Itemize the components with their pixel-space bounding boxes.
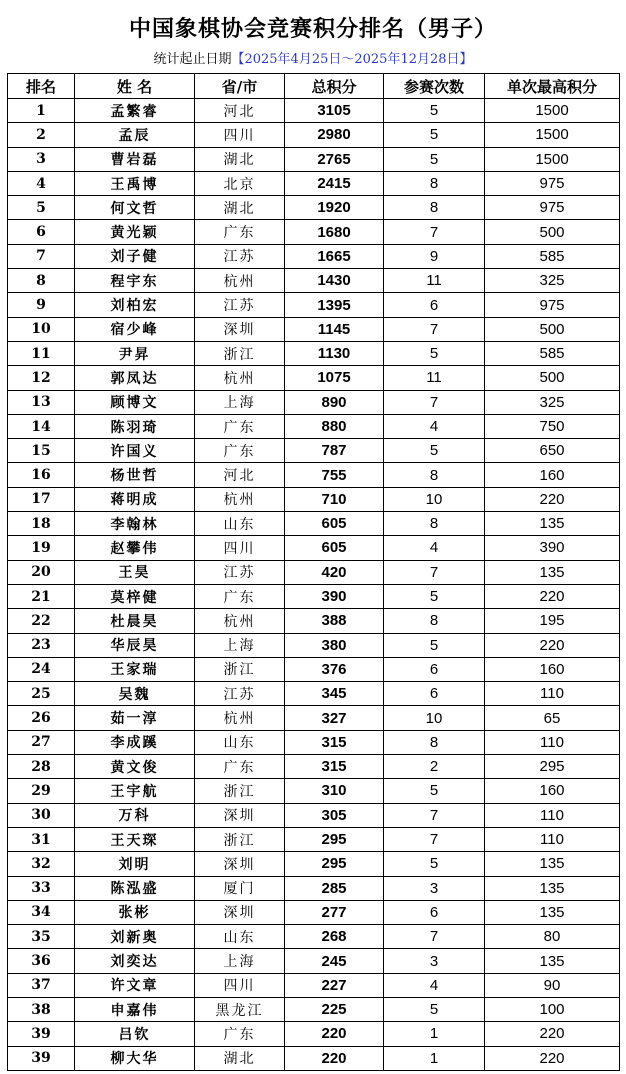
total-score-cell: 787 (285, 439, 384, 463)
total-score-cell: 880 (285, 414, 384, 438)
table-row (8, 487, 620, 511)
province-cell: 山东 (195, 925, 285, 949)
entries-cell: 7 (384, 827, 485, 851)
table-row (8, 900, 620, 924)
rank-cell: 34 (8, 900, 75, 924)
table-row (8, 876, 620, 900)
table-row (8, 390, 620, 414)
table-row (8, 366, 620, 390)
total-score-cell: 277 (285, 900, 384, 924)
max-score-cell: 135 (485, 876, 620, 900)
date-range-label: 统计起止日期 (153, 52, 232, 67)
table-row (8, 560, 620, 584)
province-cell: 山东 (195, 512, 285, 536)
name-cell: 王家瑞 (75, 657, 195, 681)
name-cell: 曹岩磊 (75, 147, 195, 171)
province-cell: 杭州 (195, 487, 285, 511)
total-score-cell: 710 (285, 487, 384, 511)
header-entries: 参赛次数 (384, 74, 485, 99)
entries-cell: 4 (384, 973, 485, 997)
rank-cell: 35 (8, 925, 75, 949)
total-score-cell: 327 (285, 706, 384, 730)
province-cell: 深圳 (195, 803, 285, 827)
name-cell: 茹一淳 (75, 706, 195, 730)
name-cell: 王天琛 (75, 827, 195, 851)
entries-cell: 5 (384, 852, 485, 876)
max-score-cell: 80 (485, 925, 620, 949)
name-cell: 黄文俊 (75, 755, 195, 779)
province-cell: 浙江 (195, 657, 285, 681)
max-score-cell: 500 (485, 317, 620, 341)
province-cell: 杭州 (195, 706, 285, 730)
entries-cell: 5 (384, 439, 485, 463)
max-score-cell: 110 (485, 730, 620, 754)
table-row (8, 1046, 620, 1070)
table-row (8, 706, 620, 730)
province-cell: 浙江 (195, 779, 285, 803)
max-score-cell: 975 (485, 196, 620, 220)
table-row (8, 244, 620, 268)
rank-cell: 6 (8, 220, 75, 244)
max-score-cell: 110 (485, 803, 620, 827)
province-cell: 湖北 (195, 147, 285, 171)
entries-cell: 5 (384, 633, 485, 657)
max-score-cell: 100 (485, 997, 620, 1021)
max-score-cell: 500 (485, 220, 620, 244)
table-row (8, 657, 620, 681)
max-score-cell: 325 (485, 390, 620, 414)
max-score-cell: 975 (485, 293, 620, 317)
entries-cell: 8 (384, 512, 485, 536)
header-name: 姓 名 (75, 74, 195, 99)
date-range-line (0, 48, 626, 67)
name-cell: 蒋明成 (75, 487, 195, 511)
entries-cell: 7 (384, 560, 485, 584)
entries-cell: 8 (384, 609, 485, 633)
max-score-cell: 110 (485, 827, 620, 851)
rank-cell: 9 (8, 293, 75, 317)
entries-cell: 7 (384, 220, 485, 244)
max-score-cell: 325 (485, 269, 620, 293)
province-cell: 四川 (195, 123, 285, 147)
header-max-score: 单次最高积分 (485, 74, 620, 99)
table-row (8, 317, 620, 341)
max-score-cell: 160 (485, 657, 620, 681)
province-cell: 广东 (195, 414, 285, 438)
rank-cell: 31 (8, 827, 75, 851)
name-cell: 刘奕达 (75, 949, 195, 973)
rank-cell: 23 (8, 633, 75, 657)
rank-cell: 24 (8, 657, 75, 681)
province-cell: 广东 (195, 584, 285, 608)
rank-cell: 39 (8, 1046, 75, 1070)
entries-cell: 5 (384, 123, 485, 147)
max-score-cell: 195 (485, 609, 620, 633)
table-row (8, 827, 620, 851)
total-score-cell: 2980 (285, 123, 384, 147)
header-row (8, 74, 620, 99)
rank-cell: 3 (8, 147, 75, 171)
max-score-cell: 135 (485, 560, 620, 584)
table-row (8, 220, 620, 244)
max-score-cell: 390 (485, 536, 620, 560)
max-score-cell: 975 (485, 171, 620, 195)
name-cell: 申嘉伟 (75, 997, 195, 1021)
table-row (8, 730, 620, 754)
rank-cell: 12 (8, 366, 75, 390)
province-cell: 厦门 (195, 876, 285, 900)
total-score-cell: 388 (285, 609, 384, 633)
name-cell: 杨世哲 (75, 463, 195, 487)
province-cell: 湖北 (195, 1046, 285, 1070)
max-score-cell: 220 (485, 487, 620, 511)
total-score-cell: 345 (285, 682, 384, 706)
entries-cell: 7 (384, 925, 485, 949)
entries-cell: 4 (384, 536, 485, 560)
entries-cell: 8 (384, 171, 485, 195)
name-cell: 刘柏宏 (75, 293, 195, 317)
name-cell: 吕钦 (75, 1022, 195, 1046)
province-cell: 河北 (195, 463, 285, 487)
entries-cell: 7 (384, 317, 485, 341)
province-cell: 湖北 (195, 196, 285, 220)
province-cell: 四川 (195, 973, 285, 997)
max-score-cell: 65 (485, 706, 620, 730)
name-cell: 莫梓健 (75, 584, 195, 608)
total-score-cell: 2765 (285, 147, 384, 171)
entries-cell: 6 (384, 682, 485, 706)
table-row (8, 414, 620, 438)
table-row (8, 463, 620, 487)
rank-cell: 38 (8, 997, 75, 1021)
entries-cell: 5 (384, 779, 485, 803)
province-cell: 河北 (195, 99, 285, 123)
province-cell: 杭州 (195, 609, 285, 633)
name-cell: 尹昇 (75, 341, 195, 365)
entries-cell: 10 (384, 487, 485, 511)
header-rank: 排名 (8, 74, 75, 99)
max-score-cell: 1500 (485, 147, 620, 171)
page-title: 中国象棋协会竞赛积分排名（男子） (128, 16, 497, 42)
table-row (8, 147, 620, 171)
name-cell: 李成蹊 (75, 730, 195, 754)
entries-cell: 9 (384, 244, 485, 268)
name-cell: 刘子健 (75, 244, 195, 268)
name-cell: 刘明 (75, 852, 195, 876)
total-score-cell: 755 (285, 463, 384, 487)
max-score-cell: 110 (485, 682, 620, 706)
entries-cell: 11 (384, 366, 485, 390)
table-row (8, 1022, 620, 1046)
max-score-cell: 220 (485, 584, 620, 608)
table-row (8, 803, 620, 827)
name-cell: 刘新奥 (75, 925, 195, 949)
entries-cell: 6 (384, 900, 485, 924)
max-score-cell: 160 (485, 463, 620, 487)
rank-cell: 20 (8, 560, 75, 584)
entries-cell: 11 (384, 269, 485, 293)
province-cell: 上海 (195, 633, 285, 657)
table-row (8, 682, 620, 706)
entries-cell: 5 (384, 584, 485, 608)
province-cell: 北京 (195, 171, 285, 195)
rank-cell: 37 (8, 973, 75, 997)
total-score-cell: 310 (285, 779, 384, 803)
name-cell: 杜晨昊 (75, 609, 195, 633)
rank-cell: 36 (8, 949, 75, 973)
rank-cell: 8 (8, 269, 75, 293)
entries-cell: 5 (384, 147, 485, 171)
name-cell: 王禹博 (75, 171, 195, 195)
max-score-cell: 220 (485, 1022, 620, 1046)
total-score-cell: 890 (285, 390, 384, 414)
table-row (8, 633, 620, 657)
name-cell: 宿少峰 (75, 317, 195, 341)
max-score-cell: 135 (485, 949, 620, 973)
table-row (8, 925, 620, 949)
rank-cell: 1 (8, 99, 75, 123)
total-score-cell: 376 (285, 657, 384, 681)
total-score-cell: 220 (285, 1022, 384, 1046)
table-row (8, 997, 620, 1021)
table-row (8, 536, 620, 560)
entries-cell: 3 (384, 949, 485, 973)
rank-cell: 15 (8, 439, 75, 463)
rank-cell: 11 (8, 341, 75, 365)
name-cell: 赵攀伟 (75, 536, 195, 560)
name-cell: 万科 (75, 803, 195, 827)
province-cell: 江苏 (195, 293, 285, 317)
rank-cell: 5 (8, 196, 75, 220)
name-cell: 顾博文 (75, 390, 195, 414)
rank-cell: 29 (8, 779, 75, 803)
province-cell: 四川 (195, 536, 285, 560)
total-score-cell: 285 (285, 876, 384, 900)
max-score-cell: 500 (485, 366, 620, 390)
total-score-cell: 1395 (285, 293, 384, 317)
entries-cell: 8 (384, 730, 485, 754)
name-cell: 张彬 (75, 900, 195, 924)
rank-cell: 21 (8, 584, 75, 608)
ranking-table (7, 73, 620, 1071)
entries-cell: 7 (384, 390, 485, 414)
total-score-cell: 220 (285, 1046, 384, 1070)
province-cell: 上海 (195, 949, 285, 973)
rank-cell: 10 (8, 317, 75, 341)
total-score-cell: 1920 (285, 196, 384, 220)
province-cell: 广东 (195, 1022, 285, 1046)
rank-cell: 2 (8, 123, 75, 147)
name-cell: 王昊 (75, 560, 195, 584)
max-score-cell: 750 (485, 414, 620, 438)
rank-cell: 27 (8, 730, 75, 754)
max-score-cell: 1500 (485, 123, 620, 147)
table-row (8, 973, 620, 997)
province-cell: 广东 (195, 755, 285, 779)
entries-cell: 5 (384, 997, 485, 1021)
entries-cell: 2 (384, 755, 485, 779)
name-cell: 陈泓盛 (75, 876, 195, 900)
table-row (8, 171, 620, 195)
rank-cell: 32 (8, 852, 75, 876)
province-cell: 杭州 (195, 366, 285, 390)
province-cell: 江苏 (195, 682, 285, 706)
max-score-cell: 90 (485, 973, 620, 997)
province-cell: 杭州 (195, 269, 285, 293)
province-cell: 江苏 (195, 244, 285, 268)
total-score-cell: 315 (285, 730, 384, 754)
province-cell: 江苏 (195, 560, 285, 584)
total-score-cell: 605 (285, 512, 384, 536)
rank-cell: 19 (8, 536, 75, 560)
rank-cell: 39 (8, 1022, 75, 1046)
table-row (8, 609, 620, 633)
entries-cell: 8 (384, 196, 485, 220)
total-score-cell: 380 (285, 633, 384, 657)
table-row (8, 269, 620, 293)
total-score-cell: 1130 (285, 341, 384, 365)
total-score-cell: 315 (285, 755, 384, 779)
province-cell: 上海 (195, 390, 285, 414)
table-row (8, 439, 620, 463)
name-cell: 孟辰 (75, 123, 195, 147)
table-row (8, 512, 620, 536)
table-row (8, 779, 620, 803)
entries-cell: 1 (384, 1022, 485, 1046)
total-score-cell: 227 (285, 973, 384, 997)
total-score-cell: 605 (285, 536, 384, 560)
rank-cell: 33 (8, 876, 75, 900)
rank-cell: 4 (8, 171, 75, 195)
rank-cell: 26 (8, 706, 75, 730)
date-range-value: 【2025年4月25日～2025年12月28日】 (231, 52, 473, 67)
province-cell: 深圳 (195, 852, 285, 876)
table-row (8, 99, 620, 123)
entries-cell: 4 (384, 414, 485, 438)
table-row (8, 949, 620, 973)
header-total-score: 总积分 (285, 74, 384, 99)
table-body (8, 99, 620, 1071)
name-cell: 程宇东 (75, 269, 195, 293)
entries-cell: 10 (384, 706, 485, 730)
entries-cell: 5 (384, 341, 485, 365)
rank-cell: 30 (8, 803, 75, 827)
province-cell: 浙江 (195, 827, 285, 851)
province-cell: 黑龙江 (195, 997, 285, 1021)
total-score-cell: 295 (285, 827, 384, 851)
rank-cell: 16 (8, 463, 75, 487)
name-cell: 何文哲 (75, 196, 195, 220)
total-score-cell: 295 (285, 852, 384, 876)
max-score-cell: 135 (485, 900, 620, 924)
rank-cell: 18 (8, 512, 75, 536)
entries-cell: 6 (384, 293, 485, 317)
rank-cell: 22 (8, 609, 75, 633)
entries-cell: 6 (384, 657, 485, 681)
name-cell: 华辰昊 (75, 633, 195, 657)
province-cell: 山东 (195, 730, 285, 754)
total-score-cell: 420 (285, 560, 384, 584)
rank-cell: 25 (8, 682, 75, 706)
header-province: 省/市 (195, 74, 285, 99)
table-row (8, 341, 620, 365)
province-cell: 深圳 (195, 317, 285, 341)
name-cell: 王宇航 (75, 779, 195, 803)
name-cell: 柳大华 (75, 1046, 195, 1070)
total-score-cell: 390 (285, 584, 384, 608)
name-cell: 黄光颖 (75, 220, 195, 244)
province-cell: 广东 (195, 439, 285, 463)
name-cell: 郭凤达 (75, 366, 195, 390)
entries-cell: 3 (384, 876, 485, 900)
table-row (8, 123, 620, 147)
rank-cell: 7 (8, 244, 75, 268)
table-row (8, 584, 620, 608)
rank-cell: 13 (8, 390, 75, 414)
table-row (8, 293, 620, 317)
max-score-cell: 585 (485, 341, 620, 365)
total-score-cell: 305 (285, 803, 384, 827)
entries-cell: 1 (384, 1046, 485, 1070)
name-cell: 陈羽琦 (75, 414, 195, 438)
total-score-cell: 1075 (285, 366, 384, 390)
table-row (8, 755, 620, 779)
max-score-cell: 295 (485, 755, 620, 779)
max-score-cell: 650 (485, 439, 620, 463)
max-score-cell: 220 (485, 1046, 620, 1070)
table-row (8, 852, 620, 876)
entries-cell: 5 (384, 99, 485, 123)
max-score-cell: 135 (485, 512, 620, 536)
total-score-cell: 268 (285, 925, 384, 949)
province-cell: 深圳 (195, 900, 285, 924)
table-row (8, 196, 620, 220)
province-cell: 广东 (195, 220, 285, 244)
province-cell: 浙江 (195, 341, 285, 365)
name-cell: 许国义 (75, 439, 195, 463)
rank-cell: 17 (8, 487, 75, 511)
entries-cell: 7 (384, 803, 485, 827)
total-score-cell: 1680 (285, 220, 384, 244)
max-score-cell: 585 (485, 244, 620, 268)
max-score-cell: 220 (485, 633, 620, 657)
total-score-cell: 2415 (285, 171, 384, 195)
rank-cell: 14 (8, 414, 75, 438)
rank-cell: 28 (8, 755, 75, 779)
max-score-cell: 1500 (485, 99, 620, 123)
total-score-cell: 3105 (285, 99, 384, 123)
total-score-cell: 245 (285, 949, 384, 973)
total-score-cell: 1430 (285, 269, 384, 293)
total-score-cell: 1145 (285, 317, 384, 341)
entries-cell: 8 (384, 463, 485, 487)
name-cell: 吴魏 (75, 682, 195, 706)
total-score-cell: 1665 (285, 244, 384, 268)
name-cell: 李翰林 (75, 512, 195, 536)
total-score-cell: 225 (285, 997, 384, 1021)
max-score-cell: 160 (485, 779, 620, 803)
name-cell: 许文章 (75, 973, 195, 997)
name-cell: 孟繁睿 (75, 99, 195, 123)
max-score-cell: 135 (485, 852, 620, 876)
